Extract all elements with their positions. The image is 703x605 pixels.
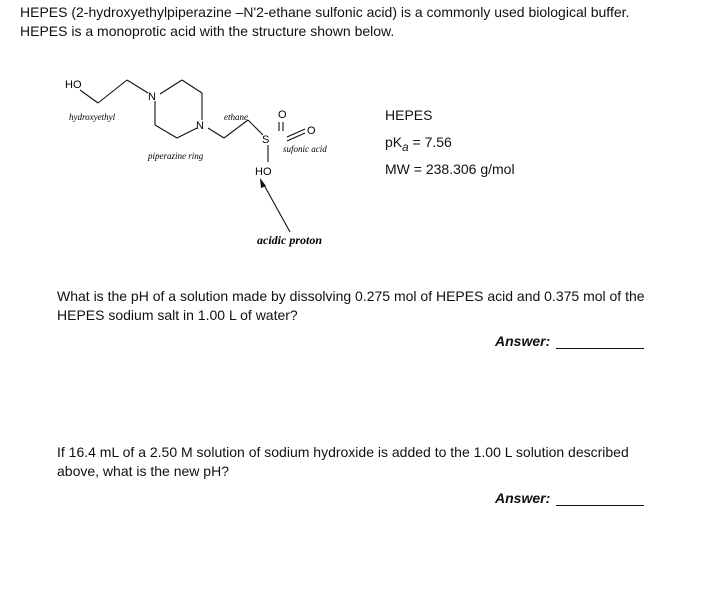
atom-n1: N	[148, 91, 156, 103]
atom-o-top: O	[278, 109, 287, 121]
compound-name: HEPES	[385, 107, 433, 123]
answer-2	[495, 490, 644, 506]
label-hydroxyethyl: hydroxyethyl	[69, 112, 116, 122]
molecular-weight: MW = 238.306 g/mol	[385, 161, 515, 177]
answer-1-label: Answer:	[495, 333, 551, 349]
label-sulfonic-acid: sufonic acid	[283, 144, 327, 154]
atom-ho-top: HO	[65, 79, 82, 91]
atom-n2: N	[196, 120, 204, 132]
pka-value: $pK_a = 7.56$	[385, 134, 452, 154]
atom-s: S	[262, 134, 270, 146]
label-piperazine-ring: piperazine ring	[148, 151, 204, 161]
intro-text: HEPES (2-hydroxyethylpiperazine –N'2-ethane sulfonic acid) is a commonly used biological buffer. HEPES is a monoprotic acid with the structure shown below.	[20, 4, 630, 39]
question-1: What is the pH of a solution made by dissolving 0.275 mol of HEPES acid and 0.375 mol of the HEPES sodium salt in 1.00 L of water?	[57, 288, 645, 323]
hepes-info	[385, 105, 515, 186]
question-2: If 16.4 mL of a 2.50 M solution of sodium hydroxide is added to the 1.00 L solution described above, what is the new pH?	[57, 444, 629, 479]
atom-o-right: O	[307, 125, 316, 137]
label-acidic-proton: acidic proton	[257, 233, 322, 247]
answer-1-blank[interactable]	[556, 334, 644, 349]
answer-2-blank[interactable]	[556, 491, 644, 506]
answer-1	[495, 333, 644, 349]
answer-2-label: Answer:	[495, 490, 551, 506]
label-ethane: ethane	[224, 112, 248, 122]
atom-ho-bottom: HO	[255, 166, 272, 178]
